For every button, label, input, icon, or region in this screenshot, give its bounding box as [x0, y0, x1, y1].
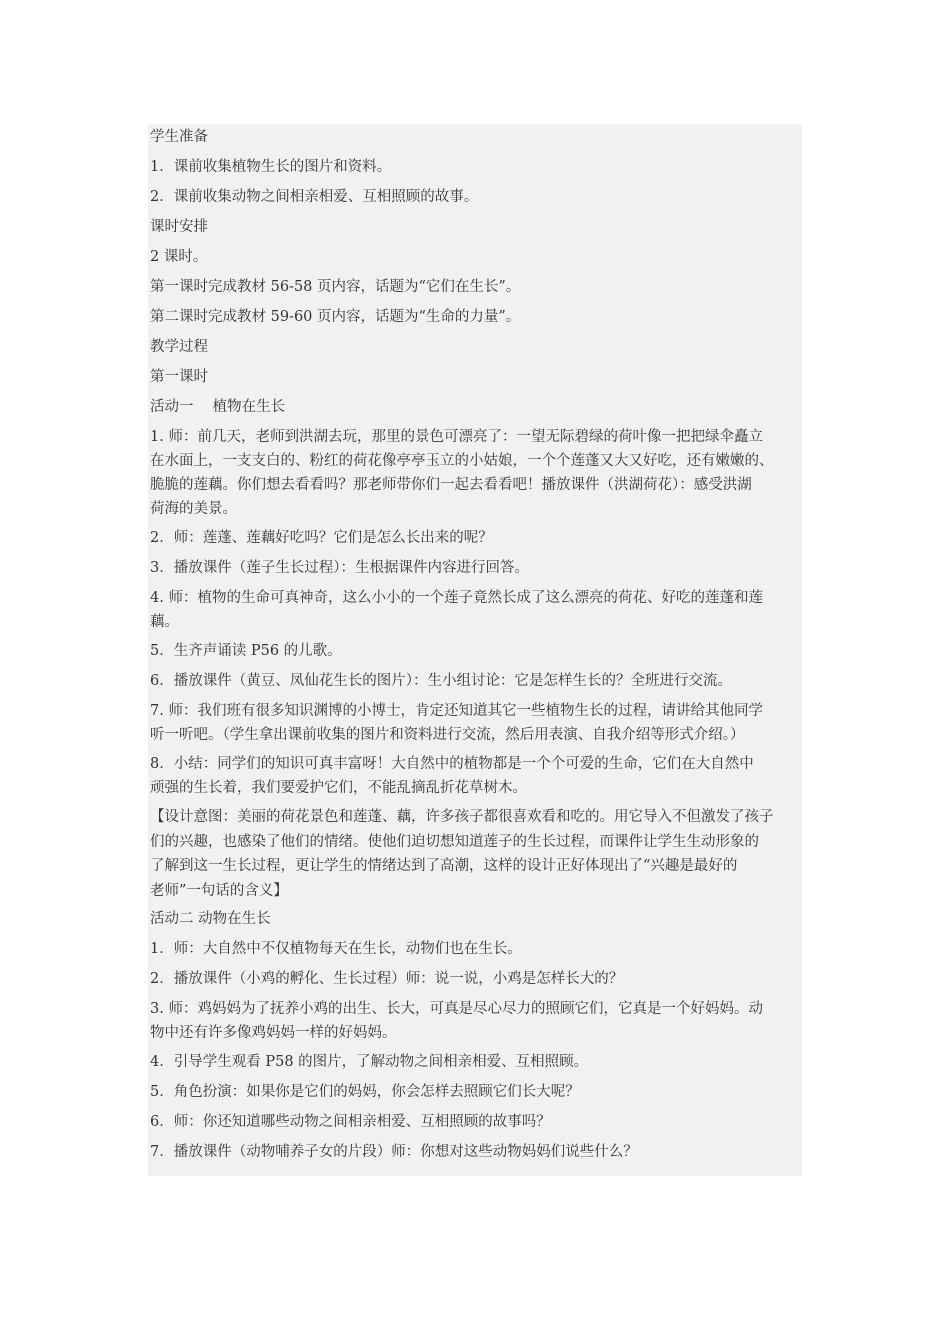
activity1-step-3: 3．播放课件（莲子生长过程）：生根据课件内容进行回答。	[150, 560, 529, 576]
schedule-lesson-2: 第二课时完成教材 59-60 页内容，话题为“生命的力量”。	[150, 309, 521, 325]
activity1-step-4: 4. 师：植物的生命可真神奇，这么小小的一个莲子竟然长成了这么漂亮的荷花、好吃的莲蓬和莲 藕。	[150, 590, 763, 630]
heading-schedule: 课时安排	[150, 219, 208, 235]
design-intent: 【设计意图：美丽的荷花景色和莲蓬、藕，许多孩子都很喜欢看和吃的。用它导入不但激发了孩子 们的兴趣，也感染了他们的情绪。使他们迫切想知道莲子的生长过程，而课件让学生生动形象的 了解到这一生长过程，更让学生的情绪达到了高潮，这样的设计正好体现出了“兴趣是最好的 老师”一句话的含义】	[150, 809, 774, 899]
activity2-step-4: 4．引导学生观看 P58 的图片，了解动物之间相亲相爱、互相照顾。	[150, 1054, 589, 1070]
prep-item-2: 2．课前收集动物之间相亲相爱、互相照顾的故事。	[150, 189, 479, 205]
heading-student-prep: 学生准备	[150, 129, 208, 145]
prep-item-1: 1．课前收集植物生长的图片和资料。	[150, 159, 392, 175]
heading-lesson-1: 第一课时	[150, 369, 208, 385]
schedule-lesson-1: 第一课时完成教材 56-58 页内容，话题为“它们在生长”。	[150, 279, 521, 295]
activity1-step-6: 6．播放课件（黄豆、凤仙花生长的图片）：生小组讨论：它是怎样生长的？全班进行交流。	[150, 673, 732, 689]
activity1-step-2: 2．师：莲蓬、莲藕好吃吗？它们是怎么长出来的呢？	[150, 530, 493, 546]
activity1-step-7: 7. 师：我们班有很多知识渊博的小博士，肯定还知道其它一些植物生长的过程，请讲给其他同学 听一听吧。（学生拿出课前收集的图片和资料进行交流，然后用表演、自我介绍等形式介绍。）	[150, 703, 763, 743]
activity2-step-5: 5．角色扮演：如果你是它们的妈妈，你会怎样去照顾它们长大呢？	[150, 1084, 580, 1100]
activity2-step-2: 2．播放课件（小鸡的孵化、生长过程）师：说一说，小鸡是怎样长大的？	[150, 971, 624, 987]
activity2-step-7: 7．播放课件（动物哺养子女的片段）师：你想对这些动物妈妈们说些什么？	[150, 1144, 638, 1160]
activity2-step-3: 3. 师：鸡妈妈为了抚养小鸡的出生、长大，可真是尽心尽力的照顾它们，它真是一个好妈妈。动 物中还有许多像鸡妈妈一样的好妈妈。	[150, 1001, 763, 1041]
heading-activity-1: 活动一 植物在生长	[150, 399, 286, 415]
document-body	[148, 124, 802, 1176]
activity1-step-8: 8．小结：同学们的知识可真丰富呀！大自然中的植物都是一个个可爱的生命，它们在大自然中 顽强的生长着，我们要爱护它们，不能乱摘乱折花草树木。	[150, 756, 754, 796]
activity1-step-1: 1. 师：前几天，老师到洪湖去玩，那里的景色可漂亮了：一望无际碧绿的荷叶像一把把绿伞矗立 在水面上，一支支白的、粉红的荷花像亭亭玉立的小姑娘，一个个莲蓬又大又好吃，还有嫩嫩的、 脆脆的莲藕。你们想去看看吗？那老师带你们一起去看看吧！播放课件（洪湖荷花）：感受洪湖 荷海的美景。	[150, 429, 774, 517]
heading-activity-2: 活动二 动物在生长	[150, 911, 271, 927]
schedule-count: 2 课时。	[150, 249, 208, 265]
activity2-step-6: 6．师：你还知道哪些动物之间相亲相爱、互相照顾的故事吗？	[150, 1114, 551, 1130]
heading-process: 教学过程	[150, 339, 208, 355]
activity2-step-1: 1．师：大自然中不仅植物每天在生长，动物们也在生长。	[150, 941, 522, 957]
activity1-step-5: 5．生齐声诵读 P56 的儿歌。	[150, 643, 342, 659]
